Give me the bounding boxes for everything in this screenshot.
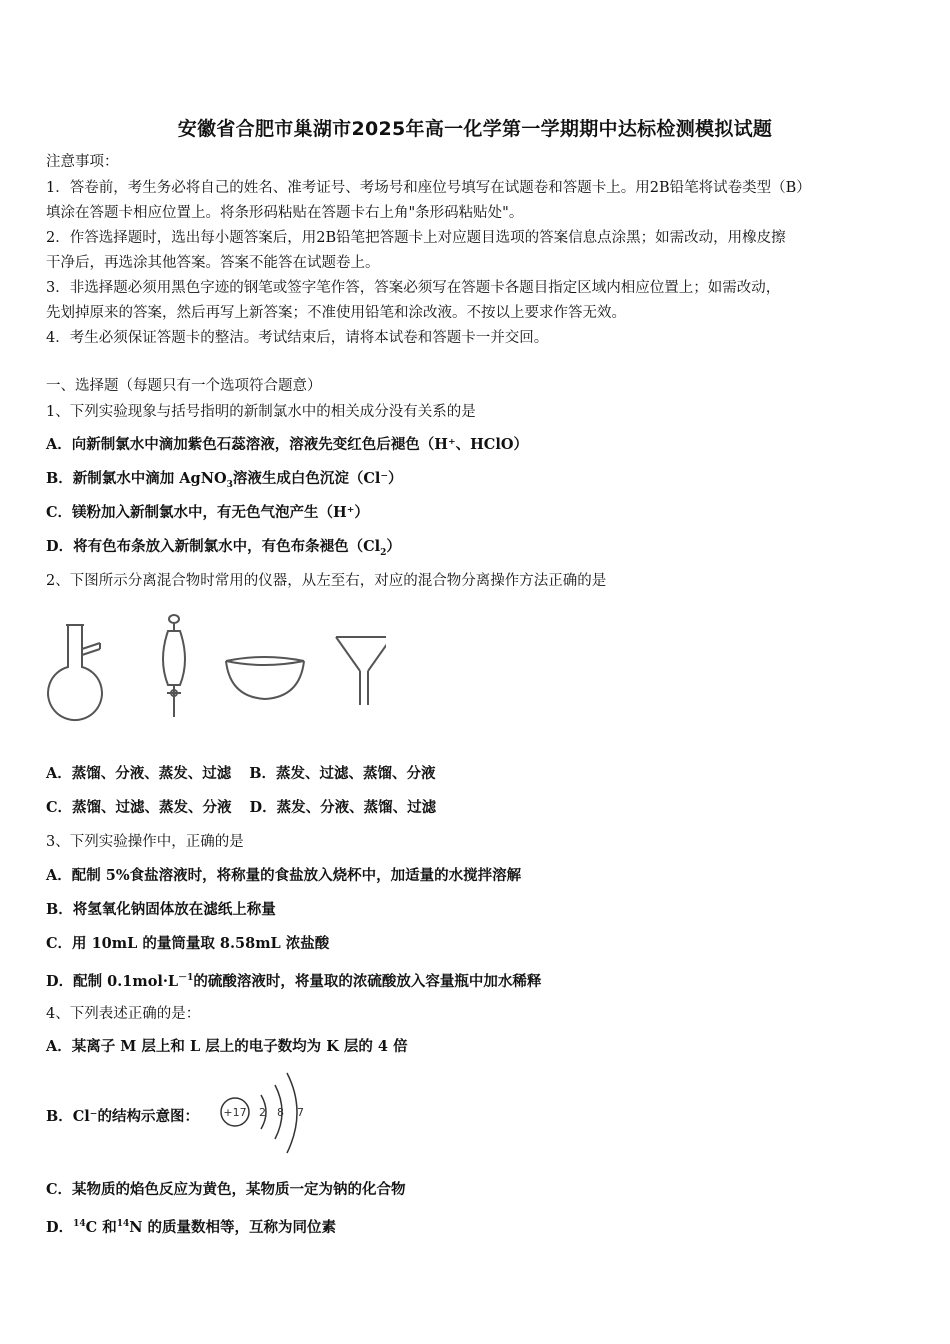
q3-d-sup: －1 <box>178 973 194 983</box>
nucleus-label: +17 <box>223 1106 247 1119</box>
q2-options-row-1 <box>46 764 916 784</box>
q4-option-d <box>46 1214 916 1238</box>
notice-line-6: 先划掉原来的答案，然后再写上新答案；不准使用铅笔和涂改液。不按以上要求作答无效。 <box>46 305 626 321</box>
chloride-structure-diagram <box>215 1065 325 1164</box>
q1-stem: 1、下列实验现象与括号指明的新制氯水中的相关成分没有关系的是 <box>46 404 476 420</box>
section-heading: 一、选择题（每题只有一个选项符合题意） <box>46 378 322 394</box>
q4-option-a: A．某离子 M 层上和 L 层上的电子数均为 K 层的 4 倍 <box>46 1038 408 1055</box>
shell-2-label: 8 <box>277 1106 284 1119</box>
notice-heading: 注意事项： <box>46 154 119 170</box>
q2-options-row-2 <box>46 798 916 818</box>
q1-b-sub: 3 <box>226 479 233 490</box>
evaporating-dish-icon <box>226 657 304 699</box>
q1-b-text-1: B．新制氯水中滴加 AgNO <box>46 470 227 487</box>
notice-line-7: 4．考生必须保证答题卡的整洁。考试结束后，请将本试卷和答题卡一并交回。 <box>46 330 549 346</box>
q3-option-b: B．将氢氧化钠固体放在滤纸上称量 <box>46 901 276 918</box>
shell-3-label: 7 <box>297 1106 304 1119</box>
q1-d-text-1: D．将有色布条放入新制氯水中，有色布条褪色（Cl <box>46 538 381 555</box>
q4-option-c: C．某物质的焰色反应为黄色，某物质一定为钠的化合物 <box>46 1181 406 1198</box>
notice-line-2: 填涂在答题卡相应位置上。将条形码粘贴在答题卡右上角"条形码粘贴处"。 <box>46 205 524 221</box>
q1-option-d <box>46 537 916 563</box>
q1-d-text-2: ） <box>386 538 401 555</box>
page-title: 安徽省合肥市巢湖市2025年高一化学第一学期期中达标检测模拟试题 <box>177 118 773 140</box>
q2-option-b: B．蒸发、过滤、蒸馏、分液 <box>249 765 436 782</box>
q3-d-text-1: D．配制 0.1mol·L <box>46 972 179 990</box>
q3-option-d <box>46 968 916 992</box>
filter-funnel-icon <box>336 637 386 705</box>
notice-line-4: 干净后，再选涂其他答案。答案不能答在试题卷上。 <box>46 255 380 271</box>
notice-line-5: 3．非选择题必须用黑色字迹的钢笔或签字笔作答，答案必须写在答题卡各题目指定区域内相应位置上；如需改动， <box>46 280 781 296</box>
shell-1-label: 2 <box>259 1106 266 1119</box>
q4-option-b: B．Cl⁻的结构示意图： <box>46 1108 199 1125</box>
lab-apparatus-figure <box>46 605 386 734</box>
notice-line-3: 2．作答选择题时，选出每小题答案后，用2B铅笔把答题卡上对应题目选项的答案信息点涂黑；如需改动，用橡皮擦 <box>46 230 786 246</box>
q4-d-text-2: N 的质量数相等，互称为同位素 <box>129 1218 337 1236</box>
q2-option-c: C．蒸馏、过滤、蒸发、分液 <box>46 799 232 816</box>
q1-option-c: C．镁粉加入新制氯水中，有无色气泡产生（H⁺） <box>46 504 369 521</box>
q1-b-text-2: 溶液生成白色沉淀（Cl⁻） <box>232 470 403 487</box>
q2-stem: 2、下图所示分离混合物时常用的仪器，从左至右，对应的混合物分离操作方法正确的是 <box>46 573 607 589</box>
q4-d-sup-2: 14 <box>116 1219 130 1229</box>
q4-stem: 4、下列表述正确的是： <box>46 1006 201 1022</box>
notice-line-1: 1．答卷前，考生务必将自己的姓名、准考证号、考场号和座位号填写在试题卷和答题卡上。用2B铅笔将试卷类型（B） <box>46 180 811 196</box>
separatory-funnel-icon <box>163 615 185 717</box>
q4-d-text-1: C 和 <box>85 1218 117 1236</box>
q3-option-a: A．配制 5%食盐溶液时，将称量的食盐放入烧杯中，加适量的水搅拌溶解 <box>46 867 522 884</box>
lab-apparatus-svg <box>46 605 386 730</box>
q2-option-d: D．蒸发、分液、蒸馏、过滤 <box>249 799 437 816</box>
q4-d-label: D． <box>46 1218 74 1236</box>
q2-option-a: A．蒸馏、分液、蒸发、过滤 <box>46 765 232 782</box>
q1-d-sub: 2 <box>380 547 387 558</box>
q3-stem: 3、下列实验操作中，正确的是 <box>46 834 244 850</box>
distillation-flask-icon <box>48 625 102 720</box>
q3-d-text-2: 的硫酸溶液时，将量取的浓硫酸放入容量瓶中加水稀释 <box>193 972 542 990</box>
q4-d-sup-1: 14 <box>73 1219 86 1229</box>
q1-option-b <box>46 469 916 495</box>
q3-option-c: C．用 10mL 的量筒量取 8.58mL 浓盐酸 <box>46 935 330 952</box>
q1-option-a: A．向新制氯水中滴加紫色石蕊溶液，溶液先变红色后褪色（H⁺、HClO） <box>46 436 528 453</box>
